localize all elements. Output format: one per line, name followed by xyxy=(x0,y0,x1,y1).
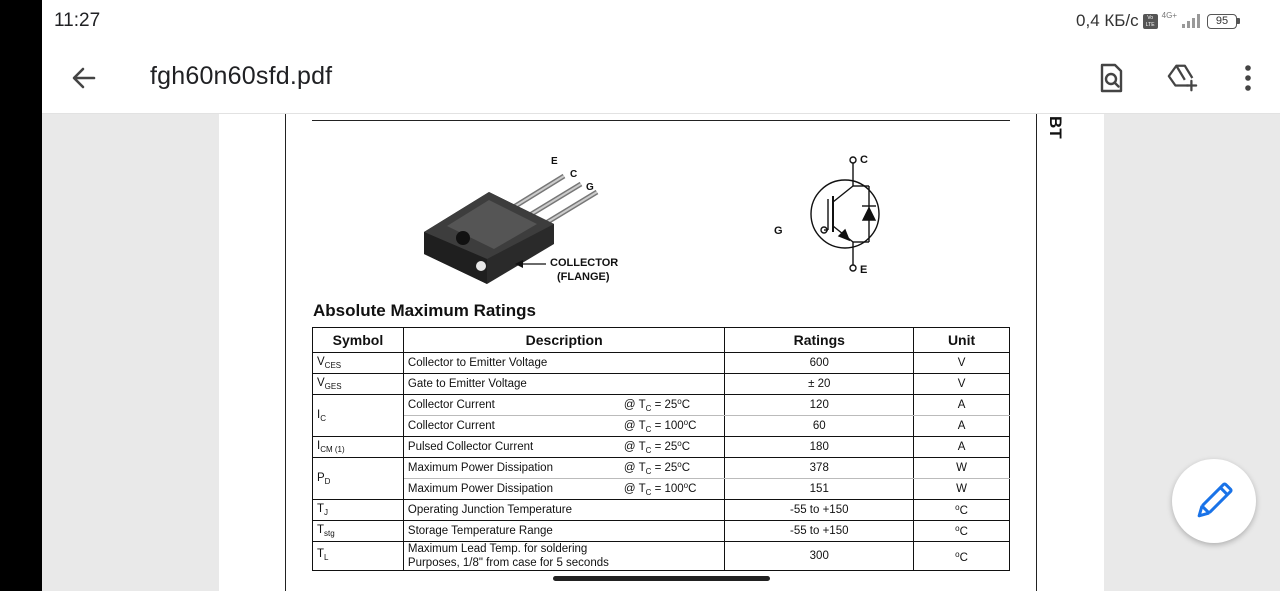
app-bar xyxy=(42,42,1280,114)
rating-cell: 60 xyxy=(725,416,914,437)
package-label-g: G xyxy=(586,182,594,193)
description-cell: Maximum Power Dissipation @ $T_C = 25^oC$ xyxy=(403,458,724,479)
description-cell: Maximum Lead Temp. for soldering Purposes, 1/8" from case for 5 seconds xyxy=(403,542,724,571)
header-description: Description xyxy=(403,328,724,353)
symbol-cell: $T_L$ xyxy=(313,542,404,571)
description-cell: Operating Junction Temperature xyxy=(403,500,724,521)
rating-cell: 378 xyxy=(725,458,914,479)
condition-text: @ $T_C = 100^oC$ xyxy=(623,418,697,434)
symbol-cell: $I_{CM (1)}$ xyxy=(313,437,404,458)
condition-text: @ $T_C = 25^oC$ xyxy=(623,460,691,476)
symbol-cell: $V_{GES}$ xyxy=(313,374,404,395)
condition-text: @ $T_C = 100^oC$ xyxy=(623,481,697,497)
header-unit: Unit xyxy=(914,328,1010,353)
table-row xyxy=(313,500,1010,521)
screen xyxy=(42,0,1280,591)
back-arrow-icon[interactable] xyxy=(68,62,100,94)
unit-cell: A xyxy=(914,437,1010,458)
symbol-label-c: C xyxy=(860,154,868,166)
table-header-row xyxy=(313,328,1010,353)
rating-cell: ± 20 xyxy=(725,374,914,395)
status-bar xyxy=(42,0,1280,42)
symbol-cell: $T_{stg}$ xyxy=(313,521,404,542)
table-row xyxy=(313,437,1010,458)
rating-cell: 151 xyxy=(725,479,914,500)
unit-cell: W xyxy=(914,479,1010,500)
symbol-label-g: G xyxy=(774,225,783,237)
more-vert-icon[interactable] xyxy=(1232,62,1264,94)
description-cell: Collector Current @ $T_C = 100^oC$ xyxy=(403,416,724,437)
edit-button[interactable] xyxy=(1172,459,1256,543)
horizontal-scroll-indicator[interactable] xyxy=(553,576,770,581)
symbol-cell: $I_C$ xyxy=(313,395,404,437)
section-title: Absolute Maximum Ratings xyxy=(313,301,536,320)
pdf-page[interactable] xyxy=(219,114,1104,591)
diagrams xyxy=(219,114,1104,304)
rating-cell: -55 to +150 xyxy=(725,521,914,542)
condition-text: @ $T_C = 25^oC$ xyxy=(623,397,691,413)
condition-text: @ $T_C = 25^oC$ xyxy=(623,439,691,455)
rating-cell: 180 xyxy=(725,437,914,458)
ratings-table xyxy=(312,327,1010,571)
document-title: fgh60n60sfd.pdf xyxy=(150,62,333,90)
header-ratings: Ratings xyxy=(725,328,914,353)
unit-cell: A xyxy=(914,416,1010,437)
igbt-symbol xyxy=(811,157,879,271)
flange-label: (FLANGE) xyxy=(557,271,610,283)
description-cell: Collector to Emitter Voltage xyxy=(403,353,724,374)
package-label-c: C xyxy=(570,169,578,180)
signal-strength-icon xyxy=(1181,13,1203,29)
table-row xyxy=(313,521,1010,542)
table-row xyxy=(313,416,1010,437)
search-document-icon[interactable] xyxy=(1095,62,1127,94)
volte-icon: Vo LTE xyxy=(1143,14,1158,29)
description-cell: Storage Temperature Range xyxy=(403,521,724,542)
collector-label: COLLECTOR xyxy=(550,257,619,269)
network-type-label: 4G+ xyxy=(1161,10,1177,20)
status-indicators xyxy=(1076,11,1240,31)
table-row xyxy=(313,479,1010,500)
unit-cell: V xyxy=(914,353,1010,374)
unit-cell: A xyxy=(914,395,1010,416)
unit-cell: $^o$C xyxy=(914,521,1010,542)
table-row xyxy=(313,374,1010,395)
symbol-label-e: E xyxy=(860,264,868,276)
table-row xyxy=(313,458,1010,479)
symbol-cell: $V_{CES}$ xyxy=(313,353,404,374)
table-row xyxy=(313,353,1010,374)
description-cell: Collector Current @ $T_C = 25^oC$ xyxy=(403,395,724,416)
unit-cell: $^o$C xyxy=(914,542,1010,571)
network-speed: 0,4 КБ/с xyxy=(1076,11,1139,30)
description-cell: Maximum Power Dissipation @ $T_C = 100^oC$ xyxy=(403,479,724,500)
description-cell: Gate to Emitter Voltage xyxy=(403,374,724,395)
battery-level: 95 xyxy=(1207,14,1237,29)
add-to-drive-icon[interactable] xyxy=(1166,62,1198,94)
table-row xyxy=(313,542,1010,571)
side-title-text: BT xyxy=(1046,116,1065,139)
edit-pencil-icon xyxy=(1172,459,1256,543)
table-row xyxy=(313,395,1010,416)
header-symbol: Symbol xyxy=(313,328,404,353)
rating-cell: 600 xyxy=(725,353,914,374)
status-time: 11:27 xyxy=(54,10,101,31)
battery-icon xyxy=(1207,14,1240,29)
unit-cell: W xyxy=(914,458,1010,479)
symbol-cell: $P_D$ xyxy=(313,458,404,500)
unit-cell: V xyxy=(914,374,1010,395)
package-label-e: E xyxy=(551,156,558,167)
rating-cell: 300 xyxy=(725,542,914,571)
rating-cell: -55 to +150 xyxy=(725,500,914,521)
unit-cell: $^o$C xyxy=(914,500,1010,521)
symbol-cell: $T_J$ xyxy=(313,500,404,521)
description-cell: Pulsed Collector Current @ $T_C = 25^oC$ xyxy=(403,437,724,458)
rating-cell: 120 xyxy=(725,395,914,416)
